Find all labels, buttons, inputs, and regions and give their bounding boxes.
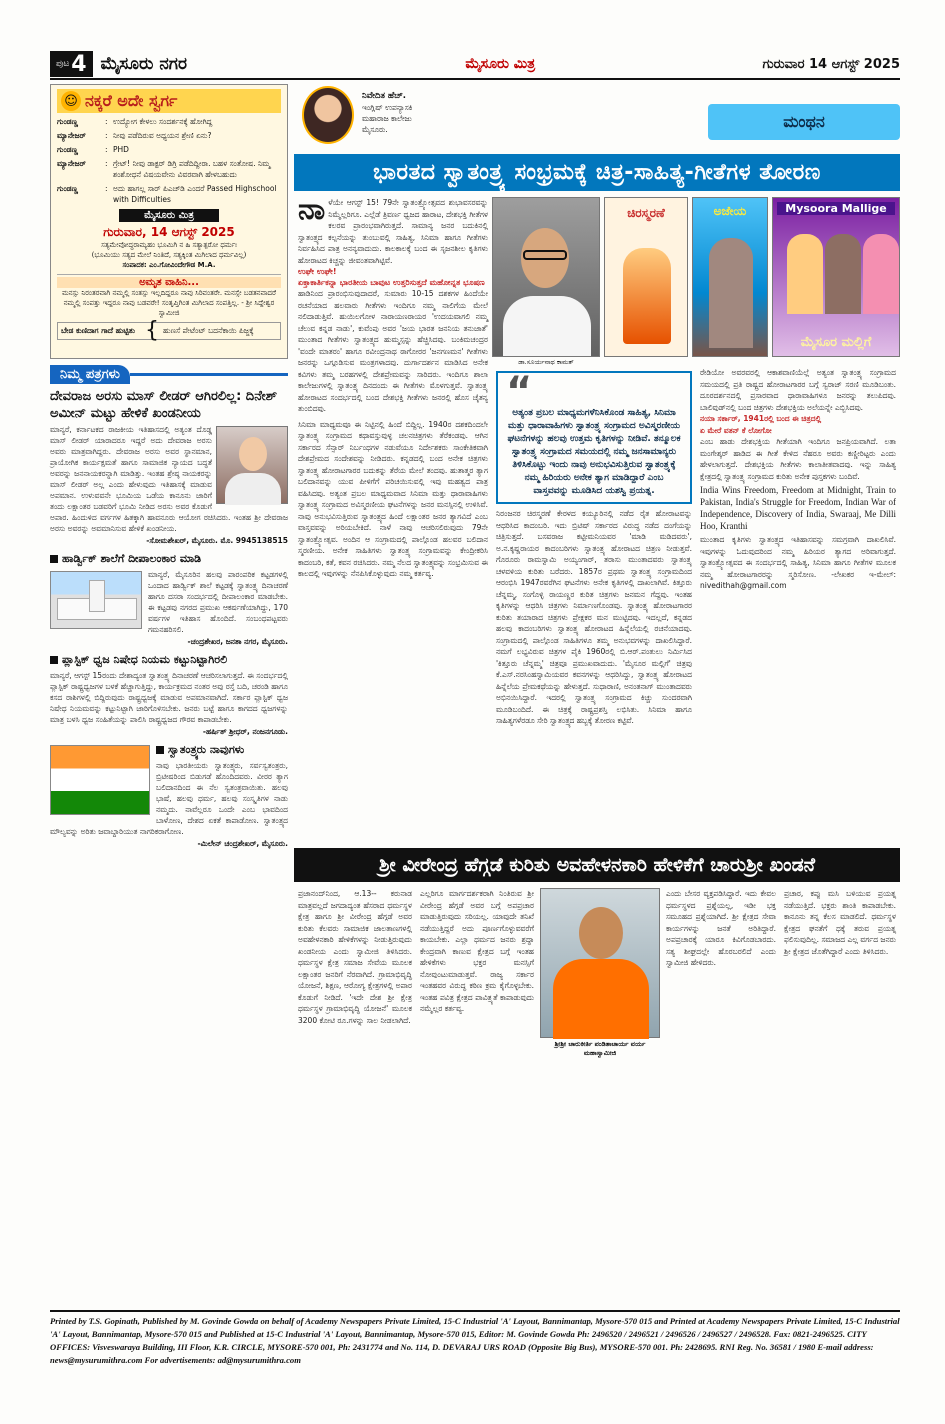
flag-illustration: [50, 745, 150, 815]
joke-line: ಮ್ಯಾನೇಜರ್ : ಗ್ರೇಟ್! ನೀವು ಡಾಕ್ಟರ್ ಡಿಗ್ರಿ ಪಡೆದಿದ್ದೀರಾ. ಬಹಳ ಸಂತೋಷ. ನಿಮ್ಮ ಶಂಶೋಧನೆ ವಿಷಯವೇನು ವಿವರವಾಗಿ ಹೇಳಬಹುದು: [57, 158, 281, 180]
paragraph: ಎಂಬ ಹಾಡು ದೇಶಭಕ್ತಿಯ ಗೀತೆಯಾಗಿ ಇಂದಿಗೂ ಜನಪ್ರಿಯವಾಗಿದೆ. ಲತಾ ಮಂಗೇಶ್ಕರ್ ಹಾಡಿದ ಈ ಗೀತೆ ಕೇಳಿದ ನೆಹರೂ ಅವರು ಕಣ್ಣೀರಿಟ್ಟರು ಎಂದು ಹೇಳಲಾಗುತ್ತದೆ. ದೇಶಭಕ್ತಿಯ ಗೀತೆಗಳು ಕಾಲಾತೀತವಾದವು. ಇನ್ನು ಸಾಹಿತ್ಯ ಕ್ಷೇತ್ರದಲ್ಲಿ ಸ್ವಾತಂತ್ರ್ಯ ಸಂಗ್ರಾಮದ ಕುರಿತು ಅನೇಕ ಪುಸ್ತಕಗಳು ಬಂದಿವೆ.: [700, 437, 896, 481]
joke-text: ಅದು ಹಾಗಲ್ಲ ಸಾರ್ ಪಿಎಚ್‌ಡಿ ಎಂದರೆ Passed Highschool with Difficulties: [113, 184, 277, 204]
author-college: ಮಹಾರಾಜ ಕಾಲೇಜು: [362, 114, 412, 123]
left-column: [50, 84, 288, 1304]
newspaper-logo: ಮೈಸೂರು ಮಿತ್ರ: [465, 56, 536, 72]
pull-quote-text: ಅತ್ಯಂತ ಪ್ರಬಲ ಮಾಧ್ಯಮಗಳೆನಿಸಿಕೊಂಡ ಸಾಹಿತ್ಯ, ಸಿನಿಮಾ ಮತ್ತು ಧಾರಾವಾಹಿಗಳು ಸ್ವಾತಂತ್ರ್ಯ ಸಂಗ್ರಾಮದ ಅವಿಸ್ಮರಣೀಯ ಘಟನೆಗಳನ್ನು ಹಲವು ಉತ್ತಮ ಕೃತಿಗಳನ್ನು ನೀಡಿವೆ. ತನ್ಮೂಲಕ ಸ್ವಾತಂತ್ರ್ಯ ಸಂಗ್ರಾಮದ ಸಮಯದಲ್ಲಿ ನಮ್ಮ ಜನಸಾಮಾನ್ಯರು ತಿಳಿಸಿಕೊಟ್ಟು ಇಂದು ನಾವು ಅನುಭವಿಸುತ್ತಿರುವ ಸ್ವಾತಂತ್ರ್ಯಕ್ಕೆ ನಮ್ಮ ಹಿರಿಯರು ಅನೇಕ ತ್ಯಾಗ ಮಾಡಿದ್ದಾರೆ ಎಂಬ ವಾಸ್ತವವನ್ನು ಮೂಡಿಸಿದ ಯಶಸ್ವಿ ಪ್ರಯತ್ನ.: [507, 408, 681, 496]
bottom-story: [294, 848, 900, 1304]
pull-quote: [496, 371, 692, 504]
photo-caption: ಡಾ.ಸೂರ್ಯನಾಥ ಕಾಮತ್: [518, 358, 574, 366]
letter-title: ದೇವರಾಜ ಅರಸು ಮಾಸ್ ಲೀಡರ್ ಆಗಿರಲಿಲ್ಲ: ದಿನೇಶ್ ಅಮೀನ್ ಮಟ್ಟು ಹೇಳಿಕೆ ಖಂಡನೀಯ: [50, 389, 278, 421]
joke-text: ನೀವು ಪಡೆದಿರುವ ಅಧ್ಯಯನ ಶ್ರೇಣಿ ಏನು?: [113, 131, 212, 140]
letter-3: [50, 653, 288, 737]
laughing-face-icon: ☺: [61, 91, 81, 111]
photo-strip: [492, 197, 900, 357]
masthead: [50, 50, 900, 80]
article-column-2: [492, 367, 696, 727]
letter-signature: -ಸೋಮಶೇಖರ್, ಮೈಸೂರು. ಮೊ. 9945138515: [146, 536, 288, 545]
article-column-1: [294, 192, 492, 727]
edition-date: ಗುರುವಾರ, 14 ಆಗಸ್ಟ್ 2025: [103, 225, 235, 239]
joke-text: ಉದ್ಯೋಗ ಕೇಳಲು ಸಂದರ್ಶನಕ್ಕೆ ಹೋಗಿದ್ದ: [113, 117, 213, 126]
paragraph: ಮುಂತಾದ ಕೃತಿಗಳು ಸ್ವಾತಂತ್ರ್ಯದ ಇತಿಹಾಸವನ್ನು ಸಮಗ್ರವಾಗಿ ದಾಖಲಿಸಿವೆ. ಇವುಗಳನ್ನು ಓದುವುದರಿಂದ ನಮ್ಮ ಹಿರಿಯರ ತ್ಯಾಗದ ಅರಿವಾಗುತ್ತದೆ. ಸ್ವಾತಂತ್ರ್ಯೋತ್ಸವದ ಈ ಸಂದರ್ಭದಲ್ಲಿ ಸಾಹಿತ್ಯ, ಸಿನಿಮಾ ಹಾಗೂ ಗೀತೆಗಳ ಮೂಲಕ ನಮ್ಮ ಹೋರಾಟಗಾರರನ್ನು ಸ್ಮರಿಸೋಣ. -ಲೇಖಕರ ಇ-ಮೇಲ್: nivedithah@gmail.com: [700, 535, 896, 590]
proverb-right: ಹುಣಸೆ ಪೇಟೆಂಟ್ ಬದನೆಕಾಯಿ ಪಿಜ್ಜಕ್ಕೆ: [163, 326, 254, 335]
paragraph: ಸಿನಿಮಾ ಮಾಧ್ಯಮವೂ ಈ ನಿಟ್ಟಿನಲ್ಲಿ ಹಿಂದೆ ಬಿದ್ದಿಲ್ಲ. 1940ರ ದಶಕದಿಂದಲೇ ಸ್ವಾತಂತ್ರ್ಯ ಸಂಗ್ರಾಮದ ಕಥಾವಸ್ತುವುಳ್ಳ ಚಲನಚಿತ್ರಗಳು ತೆರೆಕಂಡವು. ಆಗಿನ ಸರ್ಕಾರದ ಸೆನ್ಸಾರ್ ನಿರ್ಬಂಧಗಳ ನಡುವೆಯೂ ನಿರ್ದೇಶಕರು ಸಾಂಕೇತಿಕವಾಗಿ ದೇಶಪ್ರೇಮದ ಸಂದೇಶವನ್ನು ನೀಡಿದರು. ಕನ್ನಡದಲ್ಲಿ ಬಂದ ಅನೇಕ ಚಿತ್ರಗಳು ಸ್ವಾತಂತ್ರ್ಯ ಹೋರಾಟಗಾರರ ಬದುಕನ್ನು ತೆರೆಯ ಮೇಲೆ ತಂದವು. ಹುತಾತ್ಮರ ತ್ಯಾಗ ಬಲಿದಾನವನ್ನು ಯುವ ಪೀಳಿಗೆಗೆ ಪರಿಚಯಿಸುವಲ್ಲಿ ಇವು ಮಹತ್ವದ ಪಾತ್ರ ವಹಿಸಿದವು. ಅತ್ಯಂತ ಪ್ರಬಲ ಮಾಧ್ಯಮವಾದ ಸಿನಿಮಾ ಮತ್ತು ಧಾರಾವಾಹಿಗಳು ಸ್ವಾತಂತ್ರ್ಯ ಸಂಗ್ರಾಮದ ಅವಿಸ್ಮರಣೀಯ ಘಟನೆಗಳನ್ನು ಜನರ ಮನಸ್ಸಿನಲ್ಲಿ ಉಳಿಸಿವೆ. ನಾವು ಅನುಭವಿಸುತ್ತಿರುವ ಸ್ವಾತಂತ್ರ್ಯದ ಹಿಂದೆ ಲಕ್ಷಾಂತರ ಜನರ ತ್ಯಾಗವಿದೆ ಎಂಬ ವಾಸ್ತವವನ್ನು ಅರಿಯಬೇಕಿದೆ. ನಾಳೆ ನಾವು ಆಚರಿಸಲಿರುವುದು 79ನೇ ಸ್ವಾತಂತ್ರ್ಯೋತ್ಸವ. ಅಂದಿನ ಆ ಸಂಗ್ರಾಮದಲ್ಲಿ ಪಾಲ್ಗೊಂಡ ಹಲವರ ಬಲಿದಾನ ಸ್ಮರಣೀಯ. ಅನೇಕ ಸಾಹಿತಿಗಳು ಸ್ವಾತಂತ್ರ್ಯ ಸಂಗ್ರಾಮವನ್ನು ಕೇಂದ್ರೀಕರಿಸಿ ಕಾದಂಬರಿ, ಕತೆ, ಕವನ ರಚಿಸಿದರು. ನಮ್ಮ ನೆಲದ ಸ್ವಾತಂತ್ರ್ಯವನ್ನು ಸಂಭ್ರಮಿಸುವ ಈ ಕಾಲದಲ್ಲಿ ಇವುಗಳನ್ನು ನೆನಪಿಸಿಕೊಳ್ಳುವುದು ನಮ್ಮ ಕರ್ತವ್ಯ.: [298, 419, 488, 578]
paragraph: ನಿರಂಜನರ ಚಿರಸ್ಮರಣೆ ಕೇರಳದ ಕಯ್ಯೂರಿನಲ್ಲಿ ನಡೆದ ರೈತ ಹೋರಾಟವನ್ನು ಆಧರಿಸಿದ ಕಾದಂಬರಿ. ಇದು ಬ್ರಿಟಿಷ್ ಸರ್ಕಾರದ ವಿರುದ್ಧ ನಡೆದ ದಂಗೆಯನ್ನು ಚಿತ್ರಿಸುತ್ತದೆ. ಬಸವರಾಜ ಕಟ್ಟೀಮನಿಯವರ 'ಮಾಡಿ ಮಡಿದವರು', ಅ.ನ.ಕೃಷ್ಣರಾಯರ ಕಾದಂಬರಿಗಳು ಸ್ವಾತಂತ್ರ್ಯ ಹೋರಾಟದ ಚಿತ್ರಣ ನೀಡುತ್ತವೆ. ಗೊರೂರು ರಾಮಸ್ವಾಮಿ ಅಯ್ಯಂಗಾರ್, ತರಾಸು ಮುಂತಾದವರು ಸ್ವಾತಂತ್ರ್ಯ ಚಳವಳಿಯ ಕುರಿತು ಬರೆದರು. 1857ರ ಪ್ರಥಮ ಸ್ವಾತಂತ್ರ್ಯ ಸಂಗ್ರಾಮದಿಂದ ಆರಂಭಿಸಿ 1947ರವರೆಗಿನ ಘಟನೆಗಳು ಅನೇಕ ಕೃತಿಗಳಲ್ಲಿ ದಾಖಲಾಗಿವೆ. ಕಿತ್ತೂರು ಚೆನ್ನಮ್ಮ, ಸಂಗೊಳ್ಳಿ ರಾಯಣ್ಣರ ಕುರಿತ ಚಿತ್ರಗಳು ಜನಮನ ಗೆದ್ದವು. ಇಂತಹ ಕೃತಿಗಳನ್ನು ಆಧರಿಸಿ ಚಿತ್ರಗಳು ನಿರ್ಮಾಣಗೊಂಡವು. ಸ್ವಾತಂತ್ರ್ಯ ಹೋರಾಟಗಾರರ ಕುರಿತು ತಯಾರಾದ ಚಿತ್ರಗಳು ಪ್ರೇಕ್ಷಕರ ಮನ ಮುಟ್ಟಿದವು. ಇದಲ್ಲದೆ, ಕನ್ನಡದ ಹಲವು ಕಾದಂಬರಿಗಳು ಸ್ವಾತಂತ್ರ್ಯ ಹೋರಾಟದ ಹಿನ್ನೆಲೆಯಲ್ಲಿ ರಚನೆಯಾದವು. ಸಂಗ್ರಾಮದಲ್ಲಿ ಪಾಲ್ಗೊಂಡ ಸಾಹಿತಿಗಳೂ ತಮ್ಮ ಅನುಭವಗಳನ್ನು ದಾಖಲಿಸಿದ್ದಾರೆ. ನಮಗೆ ಲಭ್ಯವಿರುವ ಚಿತ್ರಗಳ ಪೈಕಿ 1960ರಲ್ಲಿ ಬಿ.ಆರ್.ಪಂತುಲು ನಿರ್ಮಿಸಿದ 'ಕಿತ್ತೂರು ಚೆನ್ನಮ್ಮ' ಚಿತ್ರವೂ ಪ್ರಮುಖವಾದುದು. 'ಮೈಸೂರ ಮಲ್ಲಿಗೆ' ಚಿತ್ರವು ಕೆ.ಎಸ್.ನರಸಿಂಹಸ್ವಾಮಿಯವರ ಕವನಗಳನ್ನು ಆಧರಿಸಿದ್ದು, ಸ್ವಾತಂತ್ರ್ಯ ಹೋರಾಟದ ಹಿನ್ನೆಲೆಯ ಪ್ರೇಮಕಥೆಯನ್ನು ಹೇಳುತ್ತದೆ. ಸುಧಾರಾಣಿ, ಅನಂತನಾಗ್ ಮುಂತಾದವರು ಅಭಿನಯಿಸಿದ್ದಾರೆ. ಇದರಲ್ಲಿ ಸ್ವಾತಂತ್ರ್ಯ ಸಂಗ್ರಾಮದ ಕಿಚ್ಚು ಸುಂದರವಾಗಿ ಮೂಡಿಬಂದಿದೆ. ಈ ಚಿತ್ರಕ್ಕೆ ರಾಷ್ಟ್ರಪ್ರಶಸ್ತಿ ಲಭಿಸಿತು. ಸಿನಿಮಾ ಹಾಗೂ ಸಾಹಿತ್ಯಗಳೆರಡೂ ಸೇರಿ ಸ್ವಾತಂತ್ರ್ಯದ ಹಬ್ಬಕ್ಕೆ ತೋರಣ ಕಟ್ಟಿವೆ.: [496, 509, 692, 725]
photo-caption: ಶ್ರೀಶ್ರೀ ಚಾರುಕೀರ್ತಿ ಪಂಡಿತಾಚಾರ್ಯ ವರ್ಯ ಮಹಾಸ್ವಾಮೀಜಿ: [554, 1040, 646, 1057]
joke-speaker: ಮ್ಯಾನೇಜರ್: [57, 159, 86, 168]
letter-body: ಮಾನ್ಯರೆ, ಮೈಸೂರಿನ ಹಲವು ಪಾರಂಪರಿಕ ಕಟ್ಟಡಗಳಲ್ಲಿ ಒಂದಾದ ಹಾರ್ಡ್ವಿಕ್ ಶಾಲೆ ಕಟ್ಟಡಕ್ಕೆ ಸ್ವಾತಂತ್ರ್ಯ ದಿನಾಚರಣೆ ಹಾಗೂ ದಸರಾ ಸಂದರ್ಭದಲ್ಲಿ ದೀಪಾಲಂಕಾರ ಮಾಡಬೇಕು. ಈ ಕಟ್ಟಡವು ನಗರದ ಪ್ರಮುಖ ಆಕರ್ಷಣೆಯಾಗಿದ್ದು, 170 ವರ್ಷಗಳ ಇತಿಹಾಸ ಹೊಂದಿದೆ. ಸಂಬಂಧಪಟ್ಟವರು ಗಮನಹರಿಸಲಿ.: [148, 570, 288, 634]
bullet-square-icon: [156, 746, 164, 754]
letters-tab: ನಿಮ್ಮ ಪತ್ರಗಳು: [50, 365, 130, 384]
film-poster-title: Mysoora Mallige: [777, 202, 895, 215]
brace-icon: {: [145, 318, 159, 343]
author-city: ಮೈಸೂರು.: [362, 125, 388, 134]
story-photo-block: [538, 888, 662, 1058]
film-poster-photo: [772, 197, 900, 357]
letter-signature: -ಹರ್ಷಿತ್ ಶ್ರೀಧರ್, ನಂಜನಗೂಡು.: [202, 727, 288, 736]
letter-body: ನಾವು ಭಾರತೀಯರು ಸ್ವಾತಂತ್ರ್ಯರು, ಸರ್ವಸ್ವತಂತ್ರರು, ಬ್ರಿಟೀಷರಿಂದ ಬಿಡುಗಡೆ ಹೊಂದಿದವರು. ವೀರರ ತ್ಯಾಗ ಬಲಿದಾನದಿಂದ ಈ ನೆಲ ಸ್ವತಂತ್ರವಾಯಿತು. ಹಲವು ಭಾಷೆ, ಹಲವು ಧರ್ಮ, ಹಲವು ಸಂಸ್ಕೃತಿಗಳ ನಾಡು ನಮ್ಮದು. ನಾವೆಲ್ಲರೂ ಒಂದೇ ಎಂಬ ಭಾವದಿಂದ ಬಾಳೋಣ, ದೇಶದ ಏಕತೆ ಕಾಪಾಡೋಣ. ಸ್ವಾತಂತ್ರ್ಯದ ಮೌಲ್ಯವನ್ನು ಅರಿತು ಜವಾಬ್ದಾರಿಯುತ ನಾಗರಿಕರಾಗೋಣ.: [50, 761, 288, 836]
story-column-1: ಪ್ರಜಾನಂದ್‌ನಿಂದ, ಆ.13-- ಕರುನಾಡ ಮಾತ್ರವಲ್ಲದೆ ಜಗದಾದ್ಯಂತ ಹೆಸರಾದ ಧರ್ಮಸ್ಥಳ ಕ್ಷೇತ್ರ ಹಾಗೂ ಶ್ರೀ ವೀರೇಂದ್ರ ಹೆಗ್ಗಡೆ ಅವರ ಕುರಿತು ಕೆಲವರು ಸಾಮಾಜಿಕ ಜಾಲತಾಣಗಳಲ್ಲಿ ಅವಹೇಳನಕಾರಿ ಹೇಳಿಕೆಗಳನ್ನು ನೀಡುತ್ತಿರುವುದು ಖಂಡನೀಯ ಎಂದು ಸ್ವಾಮೀಜಿ ತಿಳಿಸಿದರು. ಧರ್ಮಸ್ಥಳ ಕ್ಷೇತ್ರ ಸಮಾಜ ಸೇವೆಯ ಮೂಲಕ ಲಕ್ಷಾಂತರ ಜನರಿಗೆ ನೆರವಾಗಿದೆ. ಗ್ರಾಮಾಭಿವೃದ್ಧಿ ಯೋಜನೆ, ಶಿಕ್ಷಣ, ಆರೋಗ್ಯ ಕ್ಷೇತ್ರಗಳಲ್ಲಿ ಅಪಾರ ಕೊಡುಗೆ ನೀಡಿದೆ. 'ಇದೇ ದೇಶ ಶ್ರೀ ಕ್ಷೇತ್ರ ಧರ್ಮಸ್ಥಳ ಗ್ರಾಮಾಭಿವೃದ್ಧಿ ಯೋಜನೆ' ಮೂಲಕ 3200 ಕೋಟಿ ರೂ.ಗಳನ್ನು ಸಾಲ ನೀಡಲಾಗಿದೆ.: [298, 889, 412, 1025]
proverb-box: [57, 318, 281, 343]
motto-translation: (ಭೂಮಿಯು ಸತ್ಯದ ಮೇಲೆ ನಿಂತಿದೆ, ಸತ್ಯಕ್ಕಿಂತ ಮಿಗಿಲಾದ ಧರ್ಮವಿಲ್ಲ): [91, 251, 247, 259]
page-number-badge: [50, 51, 93, 77]
bottom-headline: ಶ್ರೀ ವೀರೇಂದ್ರ ಹೆಗ್ಗಡೆ ಕುರಿತು ಅವಹೇಳನಕಾರಿ ಹೇಳಿಕೆಗೆ ಚಾರುಶ್ರೀ ಖಂಡನೆ: [294, 848, 900, 882]
joke-line: ಗುಂಡಣ್ಣ : PHD: [57, 144, 281, 155]
letter-body: ಮಾನ್ಯರೆ, ಕರ್ನಾಟಕದ ರಾಜಕೀಯ ಇತಿಹಾಸದಲ್ಲಿ ಅತ್ಯಂತ ದೊಡ್ಡ ಮಾಸ್ ಲೀಡರ್ ಯಾರಾದರೂ ಇದ್ದರೆ ಅದು ದೇವರಾಜ ಅರಸು ಅವರು ಮಾತ್ರವಾಗಿದ್ದರು. ದೇವರಾಜ ಅರಸು ಅವರ ಸ್ಥಾನಮಾನ, ಪ್ರಾಯೋಗಿಕ ಕಾರ್ಯಕ್ಷಮತೆ ಹಾಗೂ ಸಾಮಾಜಿಕ ನ್ಯಾಯದ ಬದ್ಧತೆ ಅವರನ್ನು ಜನನಾಯಕರನ್ನಾಗಿ ಮಾಡಿತ್ತು. ಇಂತಹ ಶ್ರೇಷ್ಠ ನಾಯಕರನ್ನು ಮಾಸ್ ಲೀಡರ್ ಅಲ್ಲ ಎಂದು ಹೇಳುವುದು ಇತಿಹಾಸಕ್ಕೆ ಮಾಡುವ ಅಪಮಾನ. ಉಳುವವನೇ ಭೂಮಿಯ ಒಡೆಯ ಕಾನೂನು ಜಾರಿಗೆ ತಂದು ಲಕ್ಷಾಂತರ ಬಡವರಿಗೆ ಭೂಮಿ ನೀಡಿದ ಅರಸು ಅವರ ಕೊಡುಗೆ ಅಪಾರ. ಹಿಂದುಳಿದ ವರ್ಗಗಳ ಹಿತಕ್ಕಾಗಿ ಹಾವನೂರು ಆಯೋಗ ರಚಿಸಿದರು. ಇಂತಹ ಶ್ರೀ ದೇವರಾಜ ಅರಸು ಅವರನ್ನು ಅವಮಾನಿಸುವ ಹೇಳಿಕೆ ಖಂಡನೀಯ.: [50, 425, 288, 533]
bottom-body: [294, 888, 900, 1058]
joke-line: ಗುಂಡಣ್ಣ : ಅದು ಹಾಗಲ್ಲ ಸಾರ್ ಪಿಎಚ್‌ಡಿ ಎಂದರೆ Passed Highschool with Difficulties: [57, 183, 281, 205]
joke-title: ನಕ್ಕರೆ ಅದೇ ಸ್ವರ್ಗ: [85, 91, 178, 110]
byline-row: [294, 84, 900, 150]
article-column-3: [696, 367, 900, 727]
author-role: ಇಂಗ್ಲಿಷ್ ಉಪನ್ಯಾಸಕಿ: [362, 103, 413, 112]
article-columns: [492, 367, 900, 727]
joke-line: ಮ್ಯಾನೇಜರ್ : ನೀವು ಪಡೆದಿರುವ ಅಧ್ಯಯನ ಶ್ರೇಣಿ ಏನು?: [57, 130, 281, 141]
bullet-square-icon: [50, 555, 58, 563]
letter-title: ಸ್ವಾತಂತ್ರ್ಯರು ನಾವುಗಳು: [168, 743, 245, 756]
letter-heading: [50, 653, 288, 667]
letter-title: ಹಾರ್ಡ್ವಿಕ್ ಶಾಲೆಗೆ ದೀಪಾಲಂಕಾರ ಮಾಡಿ: [62, 552, 202, 565]
joke-speaker: ಗುಂಡಣ್ಣ: [57, 145, 78, 154]
joke-box: [50, 84, 288, 359]
letter-signature: -ಮಿಲೇನ್ ಚಂದ್ರಶೇಖರ್, ಮೈಸೂರು.: [197, 839, 288, 848]
quote-of-day: [57, 274, 281, 318]
paragraph: ರೇಡಿಯೋ ಅವರವರಲ್ಲಿ ಆಕಾಶವಾಣಿಯೆಲ್ಲೆ ಅತ್ಯಂತ ಸ್ವಾತಂತ್ರ್ಯ ಸಂಗ್ರಾಮದ ಸಮಯದಲ್ಲಿ ಪ್ರತಿ ರಾಷ್ಟ್ರದ ಹೋರಾಟಗಾರರ ಬಗ್ಗೆ ಸ್ವರಾಜ್ ಸರಣಿ ಮೂಡಿಬಂತು. ದೂರದರ್ಶನದಲ್ಲಿ ಪ್ರಸಾರವಾದ ಧಾರಾವಾಹಿಗಳೂ ಜನರನ್ನು ತಲುಪಿದವು. ಬಾಲಿವುಡ್‌ನಲ್ಲಿ ಬಂದ ಚಿತ್ರಗಳು ದೇಶಭಕ್ತಿಯ ಅಲೆಯನ್ನೇ ಎಬ್ಬಿಸಿದವು.: [700, 368, 896, 412]
quote-mark-icon: “: [506, 369, 533, 415]
portrait-photo: [216, 426, 288, 504]
joke-speaker: ಮ್ಯಾನೇಜರ್: [57, 131, 86, 140]
print-line: Printed by T.S. Gopinath, Published by M. Govinde Gowda on behalf of Academy Newspapers Private Limited, 15-C Industrial 'A' Layout, Bannimantap, Mysore-570 015 and Printed at Academy Newspapers Private Limited, 15-C Industrial 'A' Layout, Bannimantap, Mysore-570 015 and Published at 15-C Industrial 'A' Layout, Bannimantap, Mysore-570 015, Editor: M. Govinde Gowda Ph: 2496520 / 2496521 / 2496526 / 2496527 / 2496528. Fax: 0821-2496525. CITY OFFICES: Visveswaraya Building, III Floor, K.R. CIRCLE, MYSORE-570 001, Ph: 2431774 and No. 114, D. DEVARAJ URS ROAD (Opposite Big Bus), MYSORE-570 001. Ph: 2428695. RNI Reg. No. 36581 / 1980 E-mail address: news@mysurumithra.com For advertisements: ad@mysurumithra.com: [50, 1310, 900, 1367]
school-building-photo: [50, 571, 142, 629]
article-right: [492, 197, 900, 727]
film-poster-title-kannada: ಮೈಸೂರ ಮಲ್ಲಿಗೆ: [800, 335, 872, 350]
film-poster-photo: [692, 197, 768, 357]
author-name: ನಿವೇದಿತ ಹೆಚ್.: [362, 91, 406, 101]
letter-signature: -ಚಂದ್ರಶೇಖರ, ಜನತಾ ನಗರ, ಮೈಸೂರು.: [187, 637, 288, 646]
quote-title: ಅಮೃತ ವಾಹಿನಿ...: [57, 277, 281, 288]
page-label: ಪುಟ: [56, 59, 70, 69]
article-headline: ಭಾರತದ ಸ್ವಾತಂತ್ರ್ಯ ಸಂಭ್ರಮಕ್ಕೆ ಚಿತ್ರ-ಸಾಹಿತ್ಯ-ಗೀತೆಗಳ ತೋರಣ: [294, 154, 900, 191]
article-intro: ಳೆಯೇ ಆಗಸ್ಟ್ 15! 79ನೇ ಸ್ವಾತಂತ್ರ್ಯೋತ್ಸವದ ಶುಭಾವಸರವನ್ನು ನಿಮ್ಮೆಲ್ಲರಿಗೂ. ಎಲ್ಲೆಡೆ ತ್ರಿವರ್ಣ ಧ್ವಜದ ಹಾರಾಟ, ದೇಶಭಕ್ತಿ ಗೀತೆಗಳ ಕಲರವ ಪ್ರಾರಂಭವಾಗಿರುತ್ತದೆ. ಸಾಮಾನ್ಯ ಜನರ ಬದುಕಿನಲ್ಲಿ ಸ್ವಾತಂತ್ರ್ಯದ ಕಲ್ಪನೆಯನ್ನು ತುಂಬುವಲ್ಲಿ ಸಾಹಿತ್ಯ, ಸಿನಿಮಾ ಹಾಗೂ ಗೀತೆಗಳು ನಿರ್ವಹಿಸಿದ ಪಾತ್ರ ಅನನ್ಯವಾದುದು. ಕಾಲಕಾಲಕ್ಕೆ ಬಂದ ಈ ಸೃಜನಶೀಲ ಕೃತಿಗಳು ಹೋರಾಟದ ಕಿಚ್ಚನ್ನು ಜೀವಂತವಾಗಿಟ್ಟಿವೆ.: [298, 198, 488, 265]
letter-4: [50, 743, 288, 849]
page-number: 4: [71, 51, 87, 77]
letter-title: ಪ್ಲಾಸ್ಟಿಕ್ ಧ್ವಜ ನಿಷೇಧ ನಿಯಮ ಕಟ್ಟುನಿಟ್ಟಾಗಿರಲಿ: [62, 653, 228, 666]
story-column-4: ಪ್ರಚಾರ, ಕಪ್ಪು ಮಸಿ ಬಳಿಯುವ ಪ್ರಯತ್ನ ನಡೆಯುತ್ತಿದೆ. ಭಕ್ತರು ಶಾಂತಿ ಕಾಪಾಡಬೇಕು. ಕಾನೂನು ತನ್ನ ಕೆಲಸ ಮಾಡಲಿದೆ. ಧರ್ಮಸ್ಥಳ ಕ್ಷೇತ್ರದ ಘನತೆಗೆ ಧಕ್ಕೆ ತರುವ ಪ್ರಯತ್ನ ಫಲಿಸುವುದಿಲ್ಲ. ಸಮಾಜದ ಎಲ್ಲ ವರ್ಗದ ಜನರು ಶ್ರೀ ಕ್ಷೇತ್ರದ ಜೊತೆಗಿದ್ದಾರೆ ಎಂದು ತಿಳಿಸಿದರು.: [784, 889, 896, 956]
book-cover-photo: [604, 197, 688, 357]
divider: [130, 373, 288, 376]
section-name: ಮೈಸೂರು ನಗರ: [100, 54, 187, 74]
film-mention: ನಯಾ ಸರ್ಕಾರ್, 1941ರಲ್ಲಿ ಬಂದ ಈ ಚಿತ್ರದಲ್ಲಿ: [700, 414, 822, 423]
article-body: [294, 192, 900, 727]
joke-speaker: ಗುಂಡಣ್ಣ: [57, 117, 78, 126]
motto: ಸತ್ಯಮೇವೋದ್ಧರಾಮ್ಯಹಂ ಭೂಮಿಗಿ ನ ಹಿ ಸತ್ಯಾತ್ಪರೋ ಧರ್ಮಃ: [101, 241, 237, 249]
joke-speaker: ಗುಂಡಣ್ಣ: [57, 184, 78, 193]
letter-heading: [50, 552, 288, 566]
author-portrait-photo: [492, 197, 600, 357]
story-column-2: ಎಲ್ಲರಿಗೂ ಮಾರ್ಗದರ್ಶಕರಾಗಿ ನಿಂತಿರುವ ಶ್ರೀ ವೀರೇಂದ್ರ ಹೆಗ್ಗಡೆ ಅವರ ಬಗ್ಗೆ ಅಪಪ್ರಚಾರ ಮಾಡುತ್ತಿರುವುದು ಸರಿಯಲ್ಲ. ಯಾವುದೇ ತನಿಖೆ ನಡೆಯುತ್ತಿದ್ದರೆ ಅದು ಪೂರ್ಣಗೊಳ್ಳುವವರೆಗೆ ಕಾಯಬೇಕು. ಎಲ್ಲಾ ಧರ್ಮದ ಜನರು ಶ್ರದ್ಧಾ ಕೇಂದ್ರವಾಗಿ ಕಾಣುವ ಕ್ಷೇತ್ರದ ಬಗ್ಗೆ ಇಂತಹ ಹೇಳಿಕೆಗಳು ಭಕ್ತರ ಮನಸ್ಸಿಗೆ ನೋವುಂಟುಮಾಡುತ್ತವೆ. ರಾಜ್ಯ ಸರ್ಕಾರ ಇಂತಹವರ ವಿರುದ್ಧ ಕಠಿಣ ಕ್ರಮ ಕೈಗೊಳ್ಳಬೇಕು. ಇಂತಹ ಪವಿತ್ರ ಕ್ಷೇತ್ರದ ಪಾವಿತ್ರ್ಯತೆ ಕಾಪಾಡುವುದು ನಮ್ಮೆಲ್ಲರ ಕರ್ತವ್ಯ.: [420, 889, 534, 1013]
dropcap: ನಾ: [298, 192, 326, 227]
letter-1: [50, 388, 288, 546]
column-tag: ಮಂಥನ: [708, 104, 900, 140]
subheading: ಏಕ್ತಾಕಾರ್ತಿಕನ್ನಾ ಭಾರತೀಯ ಬಾವುಟ ಉತ್ತರಿಸುತ್ತದೆ ಮಹೋನ್ನತ ಭೂಷಣ: [298, 278, 485, 287]
proverb-left: ಬೇಡ ಕುಣಿದಾಗ ಗಾದೆ ಹುಟ್ಟಿತು: [61, 326, 136, 335]
joke-text: ಗ್ರೇಟ್! ನೀವು ಡಾಕ್ಟರ್ ಡಿಗ್ರಿ ಪಡೆದಿದ್ದೀರಾ. ಬಹಳ ಸಂತೋಷ. ನಿಮ್ಮ ಶಂಶೋಧನೆ ವಿಷಯವೇನು ವಿವರವಾಗಿ ಹೇಳಬಹುದು: [113, 159, 271, 179]
swamiji-photo: [540, 888, 660, 1038]
publication-date: ಗುರುವಾರ 14 ಆಗಸ್ಟ್ 2025: [762, 56, 900, 72]
book-cover-title: ಚಿರಸ್ಮರಣೆ: [627, 206, 665, 220]
song-mention: ಏ ಮೇರೆ ವತನ್ ಕೆ ಲೋಗೋ: [700, 425, 772, 435]
letter-2: [50, 552, 288, 647]
story-column-3: ಎಂದು ಬೇಸರ ವ್ಯಕ್ತಪಡಿಸಿದ್ದಾರೆ. ಇದು ಕೇವಲ ಧರ್ಮಸ್ಥಳದ ಪ್ರಶ್ನೆಯಲ್ಲ, ಇಡೀ ಭಕ್ತ ಸಮೂಹದ ಪ್ರಶ್ನೆಯಾಗಿದೆ. ಶ್ರೀ ಕ್ಷೇತ್ರದ ಸೇವಾ ಕಾರ್ಯಗಳನ್ನು ಜನತೆ ಅರಿತಿದ್ದಾರೆ. ಅಪಪ್ರಚಾರಕ್ಕೆ ಯಾರೂ ಕಿವಿಗೊಡಬಾರದು. ಸತ್ಯ ಶೀಘ್ರದಲ್ಲೇ ಹೊರಬರಲಿದೆ ಎಂದು ಸ್ವಾಮೀಜಿ ಹೇಳಿದರು.: [666, 889, 776, 967]
paragraph: ಹಾಡಿನಿಂದ ಪ್ರಾರಂಭಿಸುವುದಾದರೆ, ಸುಮಾರು 10-15 ದಶಕಗಳ ಹಿಂದೆಯೇ ರಚನೆಯಾದ ಹಲವಾರು ಗೀತೆಗಳು ಇಂದಿಗೂ ನಮ್ಮ ನಾಲಿಗೆಯ ಮೇಲೆ ನಲಿದಾಡುತ್ತಿವೆ. ಹುಯಿಲಗೋಳ ನಾರಾಯಣರಾಯರ 'ಉದಯವಾಗಲಿ ನಮ್ಮ ಚೆಲುವ ಕನ್ನಡ ನಾಡು', ಕುವೆಂಪು ಅವರ 'ಜಯ ಭಾರತ ಜನನಿಯ ತನುಜಾತೆ' ಮುಂತಾದ ಗೀತೆಗಳು ಸ್ವಾತಂತ್ರ್ಯದ ಹುಮ್ಮಸ್ಸನ್ನು ಹೆಚ್ಚಿಸಿದವು. ಬಂಕಿಮಚಂದ್ರರ 'ವಂದೇ ಮಾತರಂ' ಹಾಗೂ ರವೀಂದ್ರನಾಥ ಠಾಗೋರರ 'ಜನಗಣಮನ' ಗೀತೆಗಳು ಜನರನ್ನು ಒಗ್ಗೂಡಿಸುವ ಮಂತ್ರಗಳಾದವು. ದುರ್ಗಾದರ್ಶನ ಮಾಡಿಸಿದ ಅನೇಕ ಕವಿಗಳು ತಮ್ಮ ಬರಹಗಳಲ್ಲಿ ದೇಶಪ್ರೇಮವನ್ನು ಸಾರಿದರು. ಇಂದಿಗೂ ಶಾಲಾ ಕಾಲೇಜುಗಳಲ್ಲಿ ಸ್ವಾತಂತ್ರ್ಯ ದಿನದಂದು ಈ ಗೀತೆಗಳು ಮೊಳಗುತ್ತವೆ. ಸ್ವಾತಂತ್ರ್ಯ ಹೋರಾಟದ ಸಂದರ್ಭದಲ್ಲಿ ಬಂದ ದೇಶಭಕ್ತಿ ಗೀತೆಗಳು ಜನರಲ್ಲಿ ಹೊಸ ಚೈತನ್ಯ ತುಂಬಿದವು.: [298, 289, 488, 413]
mini-logo: ಮೈಸೂರು ಮಿತ್ರ: [119, 209, 219, 222]
book-list: India Wins Freedom, Freedom at Midnight, Train to Pakistan, India's Struggle for Freedom, Indian War of Independence, Discovery of India, Swaraaj, Me Dilli Hoo, Kranthi: [700, 485, 896, 531]
main-article: [294, 84, 900, 844]
joke-header: [57, 89, 281, 113]
joke-line: ಗುಂಡಣ್ಣ : ಉದ್ಯೋಗ ಕೇಳಲು ಸಂದರ್ಶನಕ್ಕೆ ಹೋಗಿದ್ದ: [57, 116, 281, 127]
subheading: ಉಘೇ ಉಘೇ!: [298, 267, 337, 276]
author-byline: [362, 90, 482, 150]
film-poster-title: ಅಜೇಯ: [713, 204, 747, 218]
joke-text: PHD: [113, 145, 129, 154]
editor-credit: ಸಂಪಾದಕ: ಎಂ.ಗೋವಿಂದೇಗೌಡ M.A.: [122, 261, 216, 269]
letter-body: ಮಾನ್ಯರೆ, ಆಗಸ್ಟ್ 15ರಂದು ದೇಶಾದ್ಯಂತ ಸ್ವಾತಂತ್ರ್ಯ ದಿನಾಚರಣೆ ಆಚರಿಸಲಾಗುತ್ತದೆ. ಈ ಸಂದರ್ಭದಲ್ಲಿ ಪ್ಲಾಸ್ಟಿಕ್ ರಾಷ್ಟ್ರಧ್ವಜಗಳ ಬಳಕೆ ಹೆಚ್ಚಾಗುತ್ತಿದ್ದು, ಕಾರ್ಯಕ್ರಮದ ನಂತರ ಅವು ರಸ್ತೆ ಬದಿ, ಚರಂಡಿ ಹಾಗೂ ಕಸದ ರಾಶಿಗಳಲ್ಲಿ ಬಿದ್ದಿರುವುದು ರಾಷ್ಟ್ರಧ್ವಜಕ್ಕೆ ಮಾಡುವ ಅಪಮಾನವಾಗಿದೆ. ಸರ್ಕಾರ ಪ್ಲಾಸ್ಟಿಕ್ ಧ್ವಜ ನಿಷೇಧ ನಿಯಮವನ್ನು ಕಟ್ಟುನಿಟ್ಟಾಗಿ ಜಾರಿಗೊಳಿಸಬೇಕು. ಜನರು ಬಟ್ಟೆ ಹಾಗೂ ಕಾಗದದ ಧ್ವಜಗಳನ್ನು ಮಾತ್ರ ಬಳಸಿ ಧ್ವಜ ಸಂಹಿತೆಯನ್ನು ಪಾಲಿಸಿ ರಾಷ್ಟ್ರಧ್ವಜದ ಗೌರವ ಕಾಪಾಡಬೇಕು.: [50, 671, 288, 724]
letters-header: [50, 365, 288, 384]
bullet-square-icon: [50, 656, 58, 664]
quote-text: ಮನಸ್ಸು ನಿರಂತರವಾಗಿ ನಮ್ಮಲ್ಲಿ ಸಂತಸ್ಸು ಇಲ್ಲದಿದ್ದರೂ ನಾವು ಸಿರಿವಂತರೇ. ಮನಸ್ಸೇ ಬಡತನವಾದರೆ ನಮ್ಮಲ್ಲಿ ಸಂಪತ್ತು ಇದ್ದರೂ ನಾವು ಬಡವರೇ! ಸಂತೃಪ್ತಿಗಿಂತ ಮಿಗಿಲಾದ ಸಂಪತ್ತಿಲ್ಲ. - ಶ್ರೀ ಸಿದ್ದೇಶ್ವರ ಸ್ವಾಮೀಜಿ: [61, 289, 277, 317]
letter-heading: [156, 743, 288, 757]
author-photo: [302, 86, 354, 144]
